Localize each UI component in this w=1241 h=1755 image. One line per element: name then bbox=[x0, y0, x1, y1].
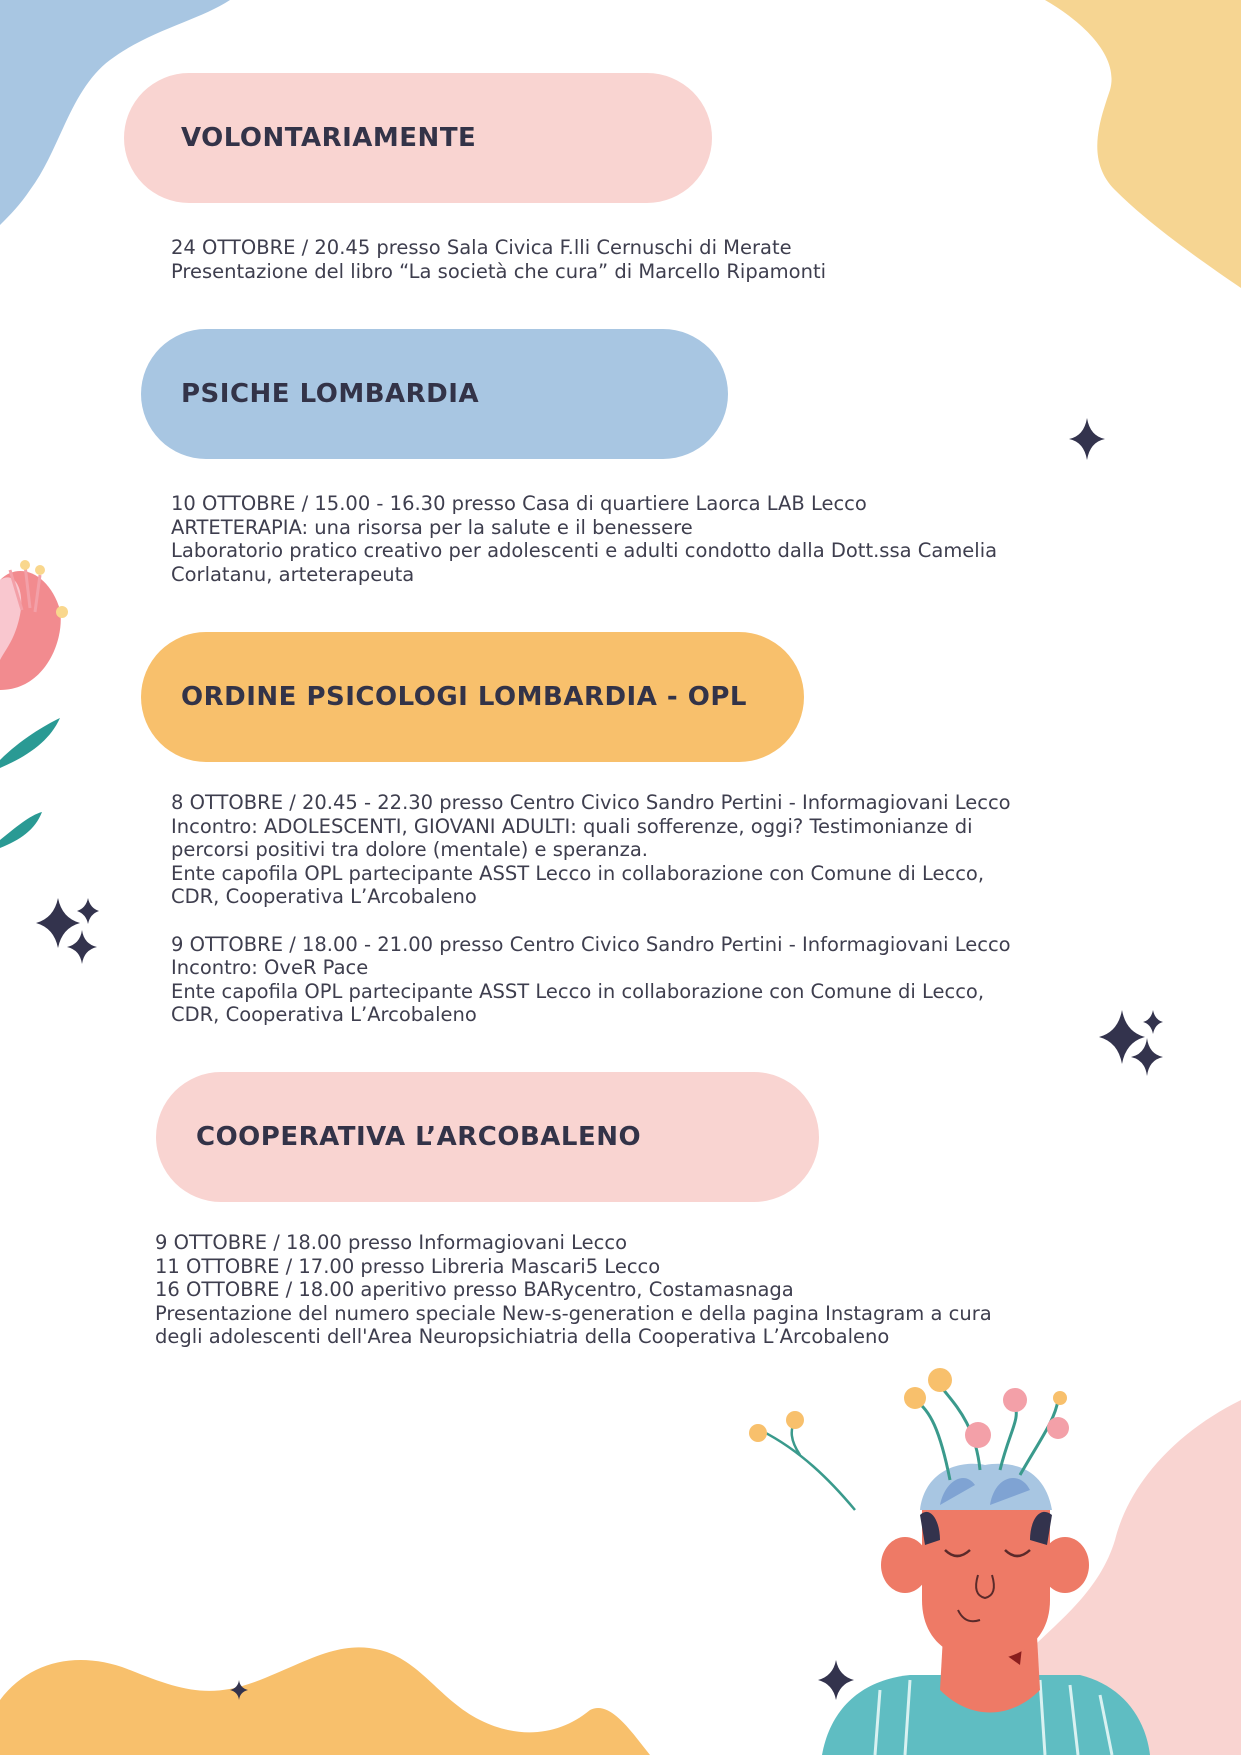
section-header-psiche-lombardia bbox=[141, 329, 728, 459]
event-line: Ente capofila OPL partecipante ASST Lecco in collaborazione con Comune di Lecco, bbox=[171, 861, 985, 885]
section-body bbox=[171, 236, 826, 283]
section-body bbox=[171, 791, 1011, 1027]
event-line: 9 OTTOBRE / 18.00 presso Informagiovani Lecco bbox=[155, 1231, 628, 1254]
blob-decoration bbox=[0, 1647, 650, 1755]
section-title: VOLONTARIAMENTE bbox=[181, 123, 477, 153]
event-line: 16 OTTOBRE / 18.00 aperitivo presso BARycentro, Costamasnaga bbox=[155, 1278, 794, 1301]
section-header-volontariamente bbox=[124, 73, 712, 203]
event-line: CDR, Cooperativa L’Arcobaleno bbox=[171, 1003, 477, 1026]
sparkle-icon bbox=[1069, 418, 1105, 460]
event-line: Corlatanu, arteterapeuta bbox=[171, 562, 415, 586]
event-line: Presentazione del libro “La società che cura” di Marcello Ripamonti bbox=[171, 259, 827, 283]
section-header-opl bbox=[141, 632, 804, 762]
event-line: Presentazione del numero speciale New-s-generation e della pagina Instagram a cura bbox=[155, 1301, 992, 1325]
section-title: COOPERATIVA L’ARCOBALENO bbox=[196, 1122, 642, 1152]
section-title: PSICHE LOMBARDIA bbox=[181, 379, 480, 409]
event-line: 10 OTTOBRE / 15.00 - 16.30 presso Casa di quartiere Laorca LAB Lecco bbox=[171, 492, 867, 515]
event-line: 11 OTTOBRE / 17.00 presso Libreria Mascari5 Lecco bbox=[155, 1254, 661, 1278]
event-line: percorsi positivi tra dolore (mentale) e speranza. bbox=[171, 838, 648, 861]
event-line: CDR, Cooperativa L’Arcobaleno bbox=[171, 885, 477, 908]
section-body bbox=[171, 492, 997, 586]
event-line: degli adolescenti dell'Area Neuropsichiatria della Cooperativa L’Arcobaleno bbox=[155, 1325, 890, 1348]
event-line: 8 OTTOBRE / 20.45 - 22.30 presso Centro Civico Sandro Pertini - Informagiovani Lecco bbox=[171, 791, 1011, 814]
event-line: Incontro: OveR Pace bbox=[171, 956, 369, 979]
sparkle-icon bbox=[1099, 1010, 1163, 1076]
event-line: ARTETERAPIA: una risorsa per la salute e il benessere bbox=[171, 515, 693, 539]
section-body bbox=[155, 1231, 992, 1349]
event-line: Laboratorio pratico creativo per adolescenti e adulti condotto dalla Dott.ssa Camelia bbox=[171, 539, 998, 562]
flower-icon bbox=[0, 560, 68, 848]
sparkle-icon bbox=[818, 1660, 854, 1700]
sparkle-icon bbox=[36, 898, 99, 964]
event-line: 24 OTTOBRE / 20.45 presso Sala Civica F.lli Cernuschi di Merate bbox=[171, 236, 792, 259]
event-line: Ente capofila OPL partecipante ASST Lecco in collaborazione con Comune di Lecco, bbox=[171, 979, 985, 1003]
blob-decoration bbox=[1045, 0, 1241, 288]
event-line: Incontro: ADOLESCENTI, GIOVANI ADULTI: quali sofferenze, oggi? Testimonianze di bbox=[171, 814, 973, 838]
section-title: ORDINE PSICOLOGI LOMBARDIA - OPL bbox=[181, 682, 747, 712]
section-header-cooperativa bbox=[156, 1072, 819, 1202]
person-with-flowers-illustration bbox=[749, 1368, 1150, 1755]
event-line: 9 OTTOBRE / 18.00 - 21.00 presso Centro Civico Sandro Pertini - Informagiovani Lecco bbox=[171, 932, 1011, 956]
